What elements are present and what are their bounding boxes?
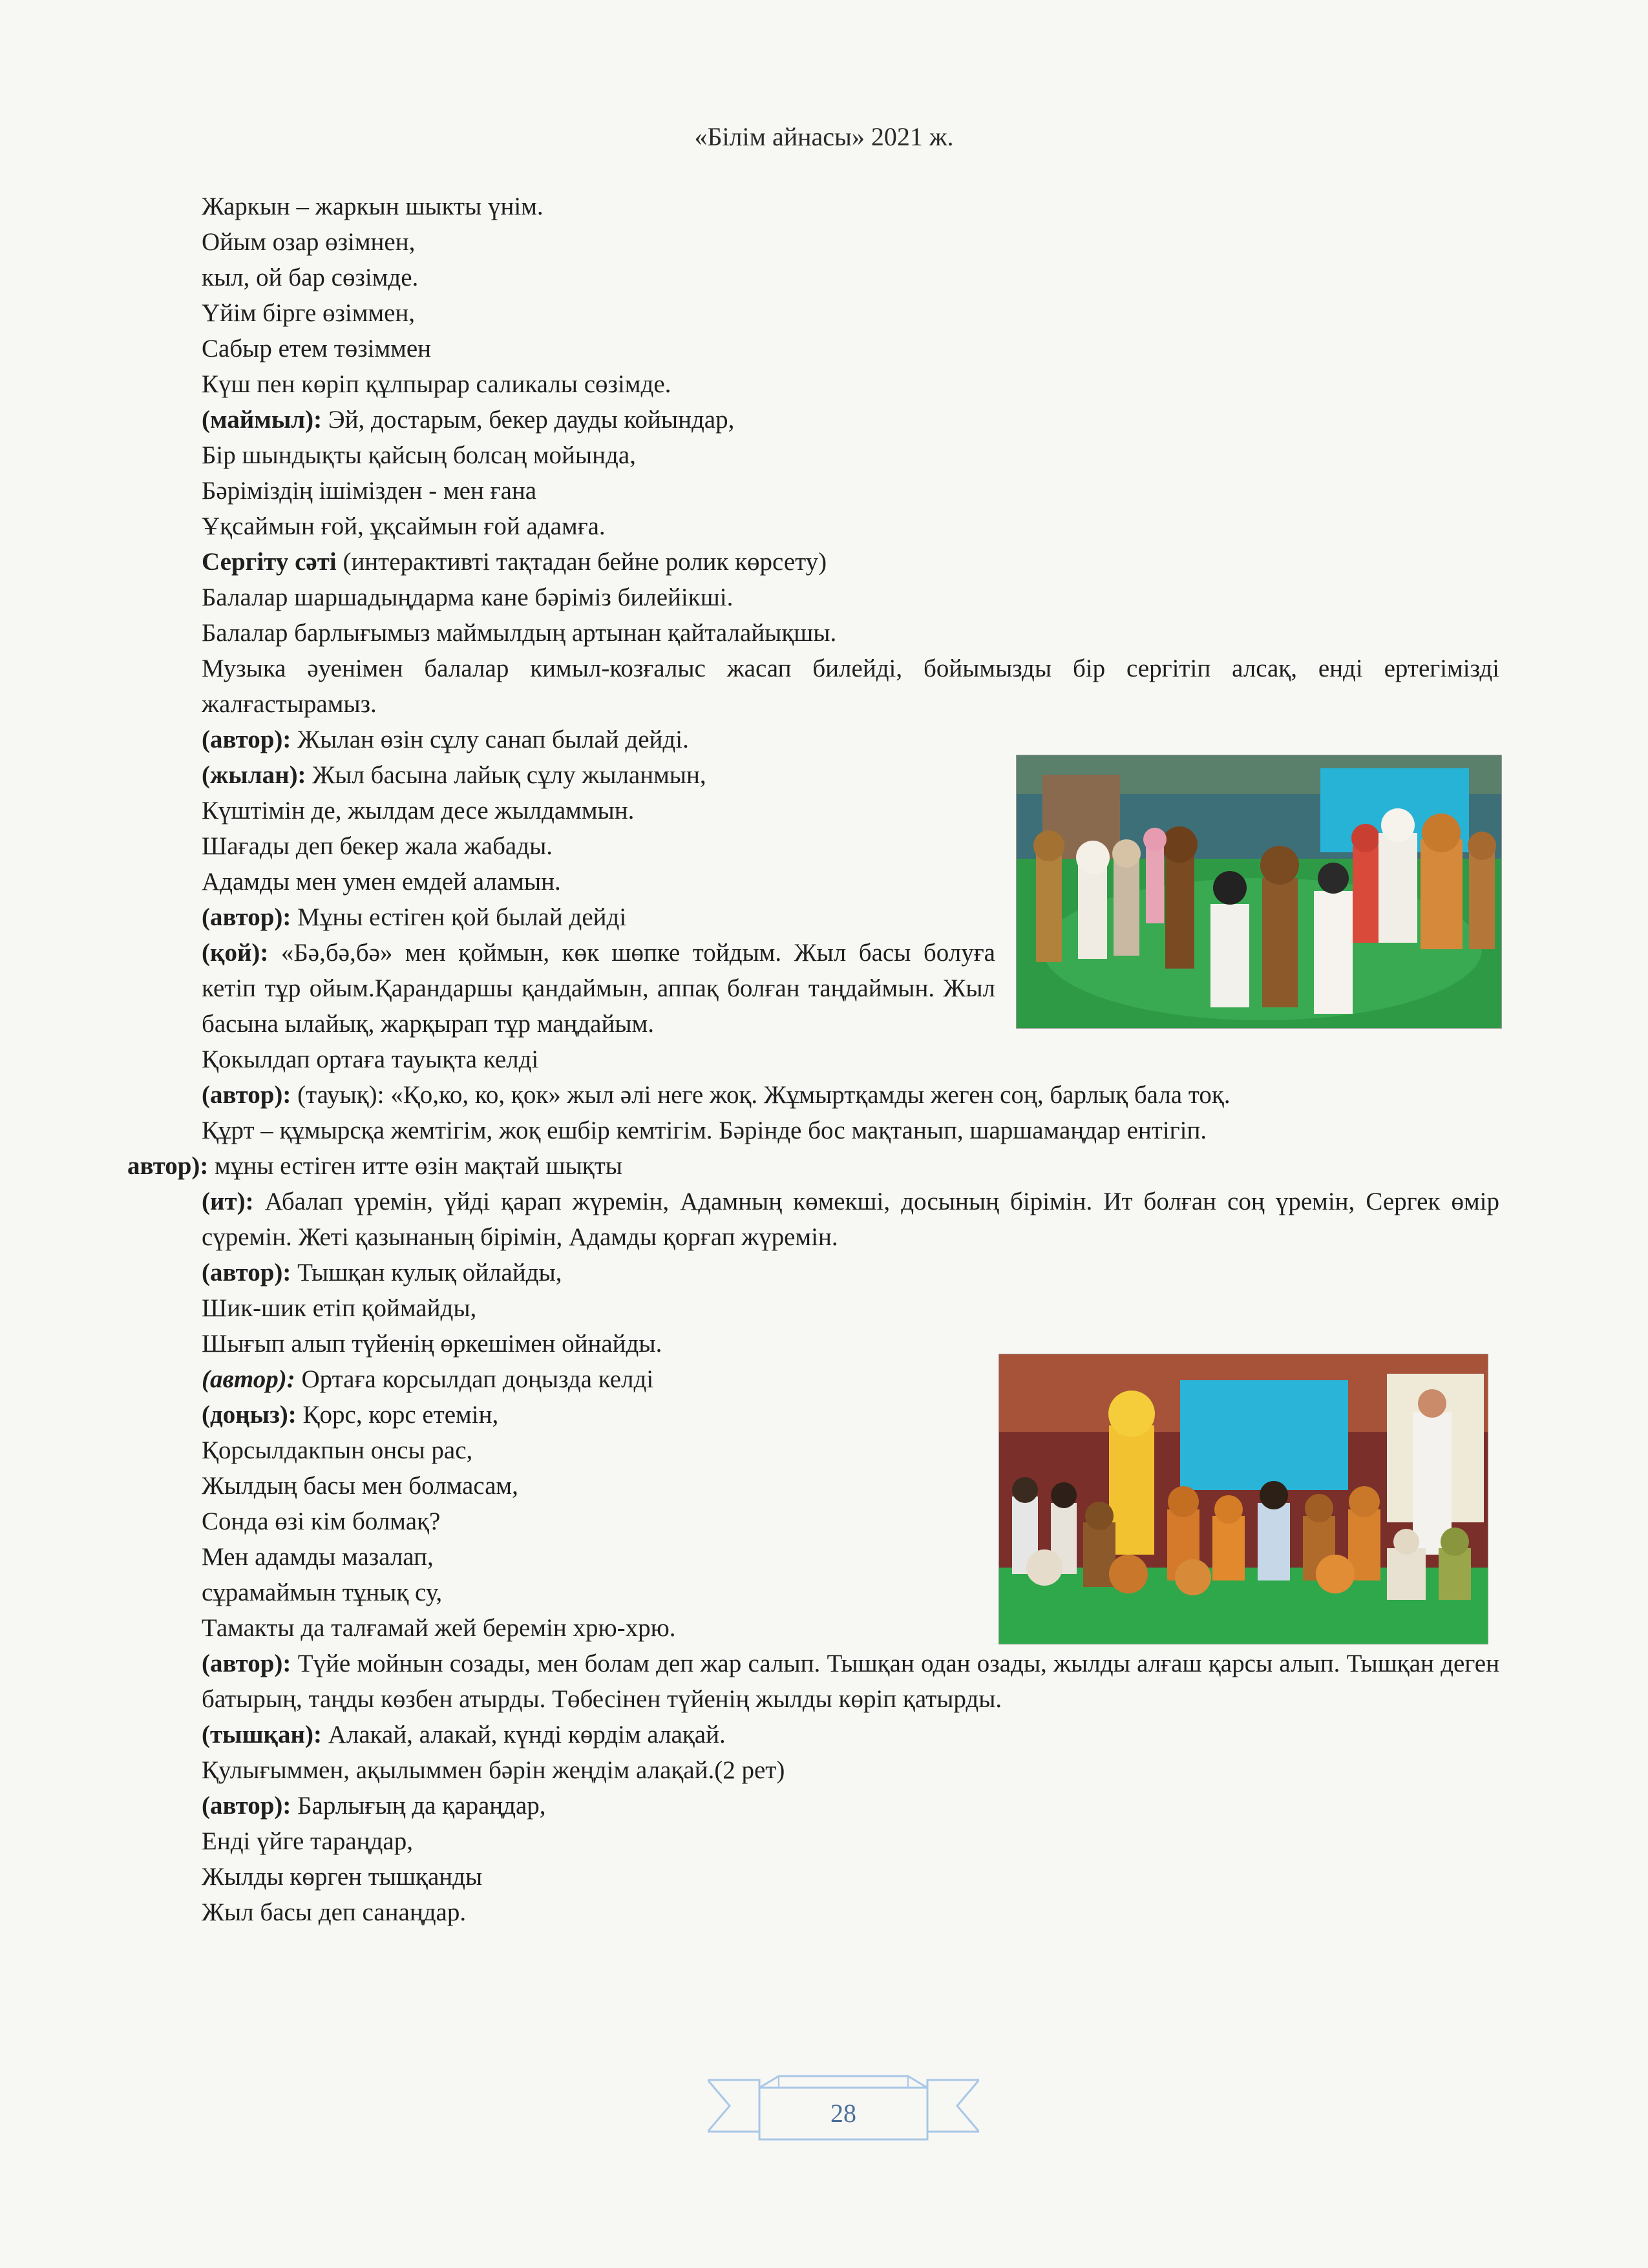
text-line (202, 189, 1499, 224)
text-line (202, 1468, 980, 1504)
text-line (202, 544, 1499, 580)
line-text: Балалар барлығымыз маймылдың артынан қайталайықшы. (202, 619, 837, 647)
line-text: Алакай, алакай, күнді көрдім алақай. (321, 1721, 726, 1748)
text-line (202, 1788, 1499, 1823)
text-line (202, 1504, 980, 1539)
line-text: Ойым озар өзімнен, (202, 228, 416, 256)
line-text: Жылдың басы мен болмасам, (202, 1472, 518, 1500)
line-text: Адамды мен умен емдей аламын. (202, 868, 561, 896)
page-number: 28 (830, 2099, 856, 2128)
running-header: «Білім айнасы» 2021 ж. (694, 122, 954, 151)
paragraph-sheep: (қой): «Бә,бә,бә» мен қоймын, көк шөпке тойдым. Жыл басы болуға кетіп тұр ойым.Қарандаршы қандаймын, аппақ болған таңдаймын. Жыл басына ылайық, жарқырап тұр маңдайым. (202, 939, 995, 1038)
line-text: Бір шындықты қайсың болсаң мойында, (202, 441, 636, 469)
line-text: сұрамаймын тұнық су, (202, 1579, 443, 1606)
speaker-label: (автор): (202, 1792, 291, 1820)
text-line (202, 828, 995, 864)
text-line (202, 1859, 1499, 1895)
text-line (202, 1433, 980, 1468)
speaker-label: (автор): (202, 1365, 295, 1393)
line-text: Шығып алып түйенің өркешімен ойнайды. (202, 1330, 662, 1358)
photo-group-costumes (998, 1354, 1488, 1644)
text-line (202, 260, 1499, 295)
verse-block-3 (202, 1255, 980, 1646)
page-number-ribbon (708, 2071, 979, 2148)
text-line (202, 1752, 1499, 1788)
speaker-label: (автор): (202, 903, 291, 931)
speaker-label: (автор): (202, 1259, 291, 1286)
line-text: Шик-шик етіп қоймайды, (202, 1294, 477, 1322)
text-line (202, 437, 1499, 473)
text-line (202, 1255, 980, 1290)
line-text: Жылан өзін сұлу санап былай дейді. (291, 726, 689, 753)
body-text (127, 189, 1499, 1930)
line-text: Күштімін де, жылдам десе жылдаммын. (202, 797, 635, 824)
text-line (202, 793, 995, 828)
paragraph-music: Музыка әуенімен балалар кимыл-козғалыс жасап билейді, бойымызды бір сергітіп алсақ, енді ертегімізді жалғастырамыз. (202, 655, 1499, 718)
line-text: Жыл басына лайық сұлу жыланмын, (306, 761, 706, 789)
line-text: Мен адамды мазалап, (202, 1543, 434, 1571)
line-text: Сонда өзі кім болмақ? (202, 1507, 441, 1535)
photo-illustration-1 (1017, 755, 1501, 1028)
line-text: Ортаға корсылдап доңызда келді (295, 1365, 654, 1393)
text-line (202, 864, 995, 899)
speaker-label: (жылан): (202, 761, 306, 789)
text-line (202, 224, 1499, 260)
line-text: Жаркын – жаркын шыкты үнім. (202, 193, 544, 220)
text-line (202, 722, 995, 757)
line-text: кыл, ой бар сөзімде. (202, 264, 419, 291)
speaker-label: (доңыз): (202, 1401, 297, 1429)
line-text: Мұны естіген қой былай дейді (291, 903, 627, 931)
text-line (202, 1290, 980, 1326)
text-line (202, 366, 1499, 402)
line-text: Енді үйге тараңдар, (202, 1827, 413, 1855)
text-line (202, 1361, 980, 1397)
line-text: Жыл басы деп санаңдар. (202, 1898, 467, 1926)
text-line (202, 1397, 980, 1433)
line-text: Күш пен көріп құлпырар саликалы сөзімде. (202, 370, 671, 398)
paragraph-ant: Құрт – құмырсқа жемтігім, жоқ ешбір кемтігім. Бәрінде бос мақтанып, шаршамаңдар ентігіп. (202, 1117, 1207, 1144)
paragraph-dog-intro: автор): мұны естіген итте өзін мақтай шықты (127, 1152, 622, 1180)
text-line (202, 331, 1499, 366)
text-line (202, 1823, 1499, 1859)
verse-block-2 (202, 722, 995, 935)
text-line (202, 473, 1499, 509)
paragraph-camel: (автор): Түйе мойнын созады, мен болам деп жар салып. Тышқан одан озады, жылды алғаш қарсы алып. Тышқан деген батырың, таңды көзбен атырды. Төбесінен түйенің жылды көріп қатырды. (202, 1650, 1499, 1713)
line-text: Эй, достарым, бекер дауды койындар, (322, 406, 735, 434)
verse-block-4 (202, 1717, 1499, 1930)
text-line (202, 1895, 1499, 1930)
text-line (202, 1575, 980, 1610)
line-text: Қорс, корс етемін, (296, 1401, 499, 1429)
text-line (202, 899, 995, 935)
text-line (202, 1326, 980, 1361)
text-line (202, 402, 1499, 437)
text-line (202, 295, 1499, 331)
paragraph-chicken: (автор): (тауық): «Қо,ко, ко, қок» жыл әлі неге жоқ. Жұмыртқамды жеген соң, барлық бала тоқ. (202, 1081, 1231, 1109)
line-text: Шағады деп бекер жала жабады. (202, 832, 553, 860)
verse-block-1 (202, 189, 1499, 651)
line-chicken: Қокылдап ортаға тауықта келді (202, 1045, 539, 1073)
text-line (202, 757, 995, 793)
line-text: Қулығыммен, ақылыммен бәрін жеңдім алақай.(2 рет) (202, 1756, 785, 1784)
text-line (202, 1610, 980, 1646)
line-text: Сабыр етем төзіммен (202, 335, 432, 362)
text-line (202, 615, 1499, 651)
line-text: Балалар шаршадыңдарма кане бәріміз билейікші. (202, 583, 734, 611)
photo-illustration-2 (999, 1354, 1488, 1644)
text-line (202, 1717, 1499, 1752)
line-text: (интерактивті тақтадан бейне ролик көрсету) (336, 548, 827, 576)
speaker-label: (маймыл): (202, 406, 322, 434)
line-text: Бәріміздің ішімізден - мен ғана (202, 477, 537, 505)
text-line (202, 1539, 980, 1575)
line-text: Үйім бірге өзіммен, (202, 299, 416, 327)
line-text: Жылды көрген тышқанды (202, 1863, 483, 1891)
line-text: Барлығың да қараңдар, (291, 1792, 546, 1820)
photo-children-dancing (1016, 755, 1502, 1029)
line-text: Тамакты да талғамай жей беремін хрю-хрю. (202, 1614, 676, 1642)
speaker-label: Сергіту сәті (202, 548, 337, 576)
line-text: Қорсылдакпын онсы рас, (202, 1436, 473, 1464)
paragraph-dog: (ит): Абалап үремін, үйді қарап жүремін, Адамның көмекші, досының бірімін. Ит болған соң үремін, Сергек өмір сүремін. Жеті қазынаның бірімін, Адамды қорғап жүремін. (202, 1188, 1499, 1251)
text-line (202, 509, 1499, 544)
text-line (202, 580, 1499, 615)
line-text: Тышқан кулық ойлайды, (291, 1259, 562, 1286)
speaker-label: (тышқан): (202, 1721, 322, 1748)
line-text: Ұқсаймын ғой, ұқсаймын ғой адамға. (202, 512, 606, 540)
speaker-label: (автор): (202, 726, 291, 753)
